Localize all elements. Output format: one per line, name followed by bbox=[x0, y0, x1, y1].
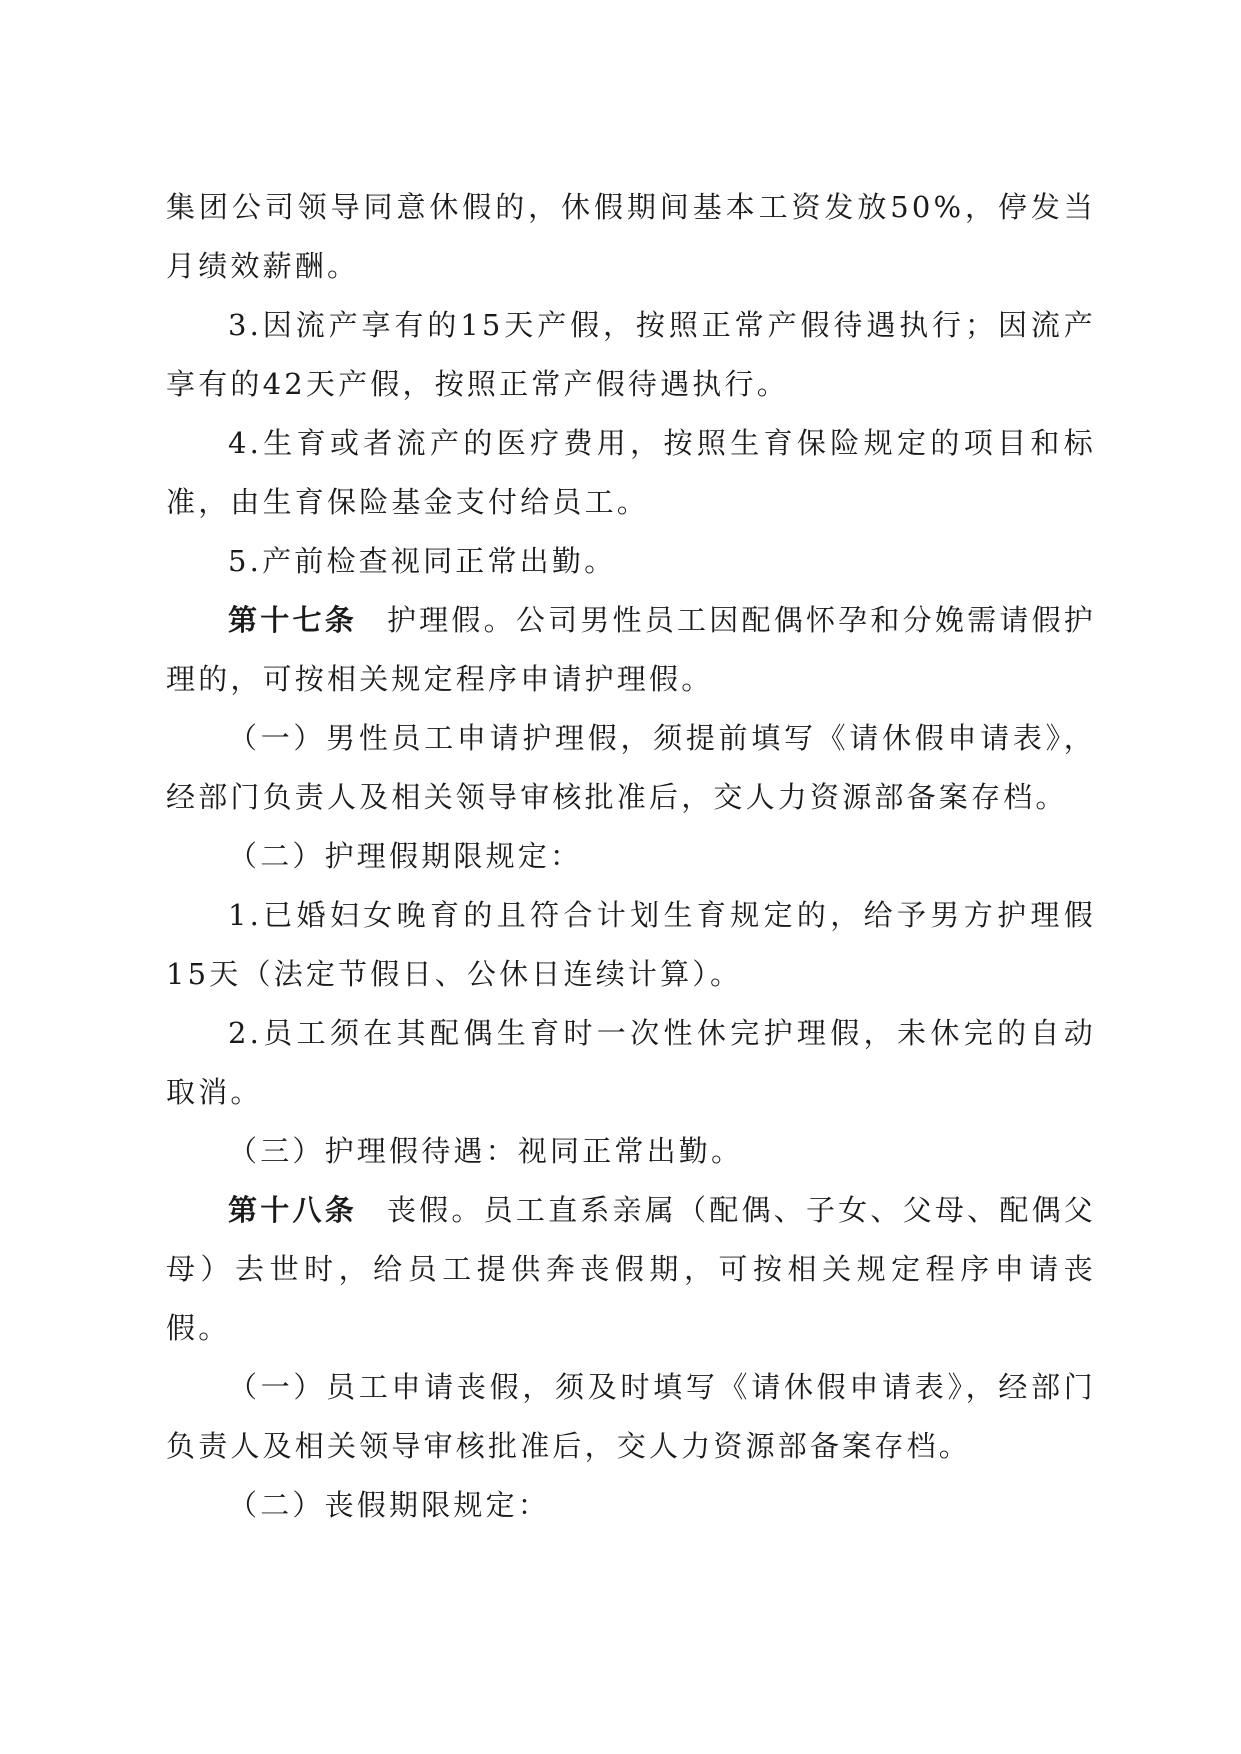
article-title: 第十七条 bbox=[228, 603, 357, 637]
article-text: 丧假。员工直系亲属（配偶、子女、父母、配偶父母）去世时，给员工提供奔丧假期，可按相关规定程序申请丧假。 bbox=[166, 1193, 1096, 1345]
paragraph-sub-1b bbox=[166, 1358, 1096, 1476]
paragraph-text: 5.产前检查视同正常出勤。 bbox=[228, 544, 617, 578]
paragraph-text: 1.已婚妇女晚育的且符合计划生育规定的，给予男方护理假15天（法定节假日、公休日连续计算）。 bbox=[166, 898, 1096, 991]
paragraph-item-3 bbox=[166, 296, 1096, 414]
paragraph-sub-2 bbox=[166, 827, 1096, 886]
paragraph-text: 集团公司领导同意休假的，休假期间基本工资发放50%，停发当月绩效薪酬。 bbox=[166, 190, 1096, 283]
article-17 bbox=[166, 591, 1096, 709]
paragraph-item-4 bbox=[166, 414, 1096, 532]
article-18 bbox=[166, 1181, 1096, 1358]
document-body bbox=[166, 178, 1096, 1535]
article-title: 第十八条 bbox=[228, 1193, 357, 1227]
article-text: 护理假。公司男性员工因配偶怀孕和分娩需请假护理的，可按相关规定程序申请护理假。 bbox=[166, 603, 1096, 696]
paragraph-sub-3 bbox=[166, 1122, 1096, 1181]
paragraph-continuation bbox=[166, 178, 1096, 296]
paragraph-text: （三）护理假待遇：视同正常出勤。 bbox=[228, 1134, 744, 1168]
paragraph-sub-2b bbox=[166, 1476, 1096, 1535]
paragraph-item-2 bbox=[166, 1004, 1096, 1122]
paragraph-text: 3.因流产享有的15天产假，按照正常产假待遇执行；因流产享有的42天产假，按照正常产假待遇执行。 bbox=[166, 308, 1096, 401]
paragraph-text: （一）员工申请丧假，须及时填写《请休假申请表》，经部门负责人及相关领导审核批准后，交人力资源部备案存档。 bbox=[166, 1370, 1096, 1463]
paragraph-text: 4.生育或者流产的医疗费用，按照生育保险规定的项目和标准，由生育保险基金支付给员工。 bbox=[166, 426, 1096, 519]
paragraph-text: （一）男性员工申请护理假，须提前填写《请休假申请表》，经部门负责人及相关领导审核批准后，交人力资源部备案存档。 bbox=[166, 721, 1096, 814]
paragraph-item-1 bbox=[166, 886, 1096, 1004]
paragraph-item-5 bbox=[166, 532, 1096, 591]
paragraph-text: （二）护理假期限规定： bbox=[228, 839, 583, 873]
paragraph-text: （二）丧假期限规定： bbox=[228, 1488, 551, 1522]
paragraph-text: 2.员工须在其配偶生育时一次性休完护理假，未休完的自动取消。 bbox=[166, 1016, 1096, 1109]
paragraph-sub-1 bbox=[166, 709, 1096, 827]
